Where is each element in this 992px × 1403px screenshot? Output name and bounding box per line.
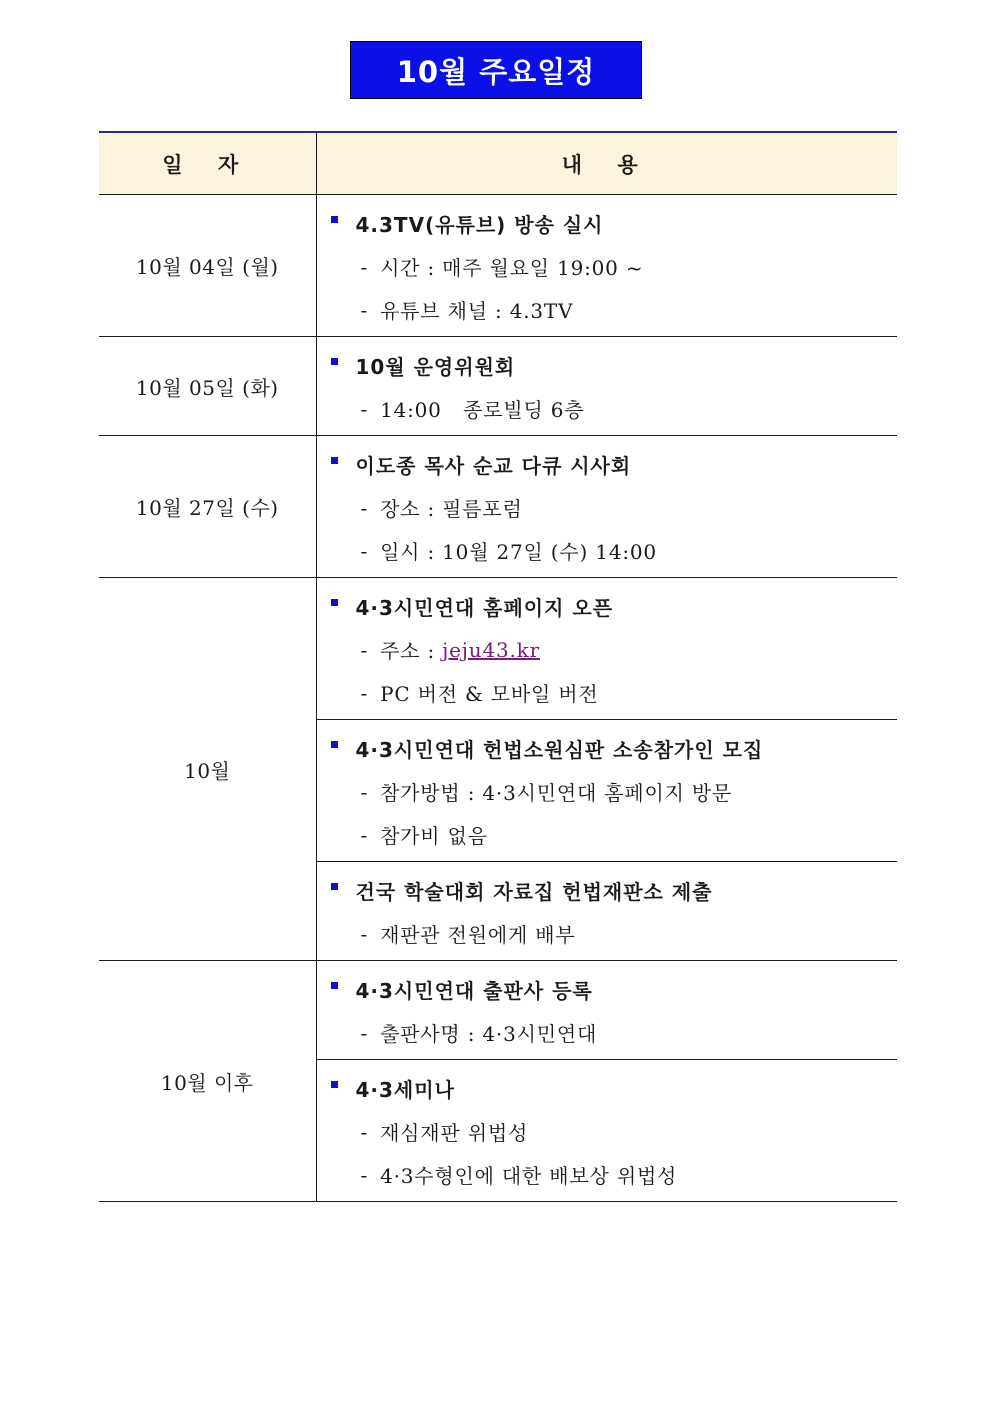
item-title: 4·3시민연대 헌법소원심판 소송참가인 모집 bbox=[331, 727, 898, 770]
square-bullet-icon bbox=[331, 883, 338, 890]
schedule-item bbox=[317, 720, 898, 861]
content-cell bbox=[316, 578, 897, 720]
date-cell: 10월 04일 (월) bbox=[99, 195, 316, 337]
schedule-item bbox=[317, 578, 898, 719]
content-cell bbox=[316, 337, 897, 436]
date-cell: 10월 bbox=[99, 578, 316, 961]
item-detail: - 참가방법 : 4·3시민연대 홈페이지 방문 bbox=[360, 779, 733, 805]
schedule-item bbox=[317, 436, 898, 577]
item-title: 이도종 목사 순교 다큐 시사회 bbox=[331, 443, 898, 486]
date-cell: 10월 이후 bbox=[99, 961, 316, 1202]
item-detail: - 출판사명 : 4·3시민연대 bbox=[360, 1020, 598, 1046]
header-date: 일 자 bbox=[99, 132, 316, 195]
item-title: 4·3시민연대 출판사 등록 bbox=[331, 968, 898, 1011]
schedule-table bbox=[99, 131, 897, 1202]
square-bullet-icon bbox=[331, 358, 338, 365]
square-bullet-icon bbox=[331, 216, 338, 223]
content-cell bbox=[316, 195, 897, 337]
table-row bbox=[99, 337, 897, 436]
table-header-row bbox=[99, 132, 897, 195]
schedule-item bbox=[317, 862, 898, 960]
table-row bbox=[99, 195, 897, 337]
square-bullet-icon bbox=[331, 1081, 338, 1088]
item-detail: - 4·3수형인에 대한 배보상 위법성 bbox=[360, 1162, 678, 1188]
item-title: 10월 운영위원회 bbox=[331, 344, 898, 387]
item-detail: - PC 버전 & 모바일 버전 bbox=[360, 680, 599, 706]
item-title: 건국 학술대회 자료집 헌법재판소 제출 bbox=[331, 869, 898, 912]
page-title: 10월 주요일정 bbox=[350, 41, 642, 99]
header-content: 내 용 bbox=[316, 132, 897, 195]
table-row bbox=[99, 961, 897, 1060]
content-cell bbox=[316, 436, 897, 578]
item-detail: - 재심재판 위법성 bbox=[360, 1119, 529, 1145]
content-cell bbox=[316, 1060, 897, 1202]
schedule-item bbox=[317, 195, 898, 336]
item-detail: - 14:00 종로빌딩 6층 bbox=[360, 396, 585, 422]
schedule-item bbox=[317, 337, 898, 435]
item-detail: - 일시 : 10월 27일 (수) 14:00 bbox=[360, 538, 657, 564]
square-bullet-icon bbox=[331, 599, 338, 606]
item-title: 4·3세미나 bbox=[331, 1067, 898, 1110]
item-detail: - 주소 : jeju43.kr bbox=[360, 637, 540, 663]
table-row bbox=[99, 436, 897, 578]
item-detail: - 참가비 없음 bbox=[360, 822, 488, 848]
item-detail: - 시간 : 매주 월요일 19:00 ~ bbox=[360, 254, 644, 280]
item-detail: - 유튜브 채널 : 4.3TV bbox=[360, 297, 574, 323]
square-bullet-icon bbox=[331, 457, 338, 464]
square-bullet-icon bbox=[331, 741, 338, 748]
date-cell: 10월 27일 (수) bbox=[99, 436, 316, 578]
content-cell bbox=[316, 961, 897, 1060]
homepage-link[interactable]: jeju43.kr bbox=[442, 637, 540, 662]
item-title: 4.3TV(유튜브) 방송 실시 bbox=[331, 202, 898, 245]
date-cell: 10월 05일 (화) bbox=[99, 337, 316, 436]
content-cell bbox=[316, 720, 897, 862]
schedule-item bbox=[317, 961, 898, 1059]
table-row bbox=[99, 578, 897, 720]
square-bullet-icon bbox=[331, 982, 338, 989]
schedule-item bbox=[317, 1060, 898, 1201]
item-detail: - 재판관 전원에게 배부 bbox=[360, 921, 576, 947]
item-detail: - 장소 : 필름포럼 bbox=[360, 495, 523, 521]
item-title: 4·3시민연대 홈페이지 오픈 bbox=[331, 585, 898, 628]
content-cell bbox=[316, 862, 897, 961]
